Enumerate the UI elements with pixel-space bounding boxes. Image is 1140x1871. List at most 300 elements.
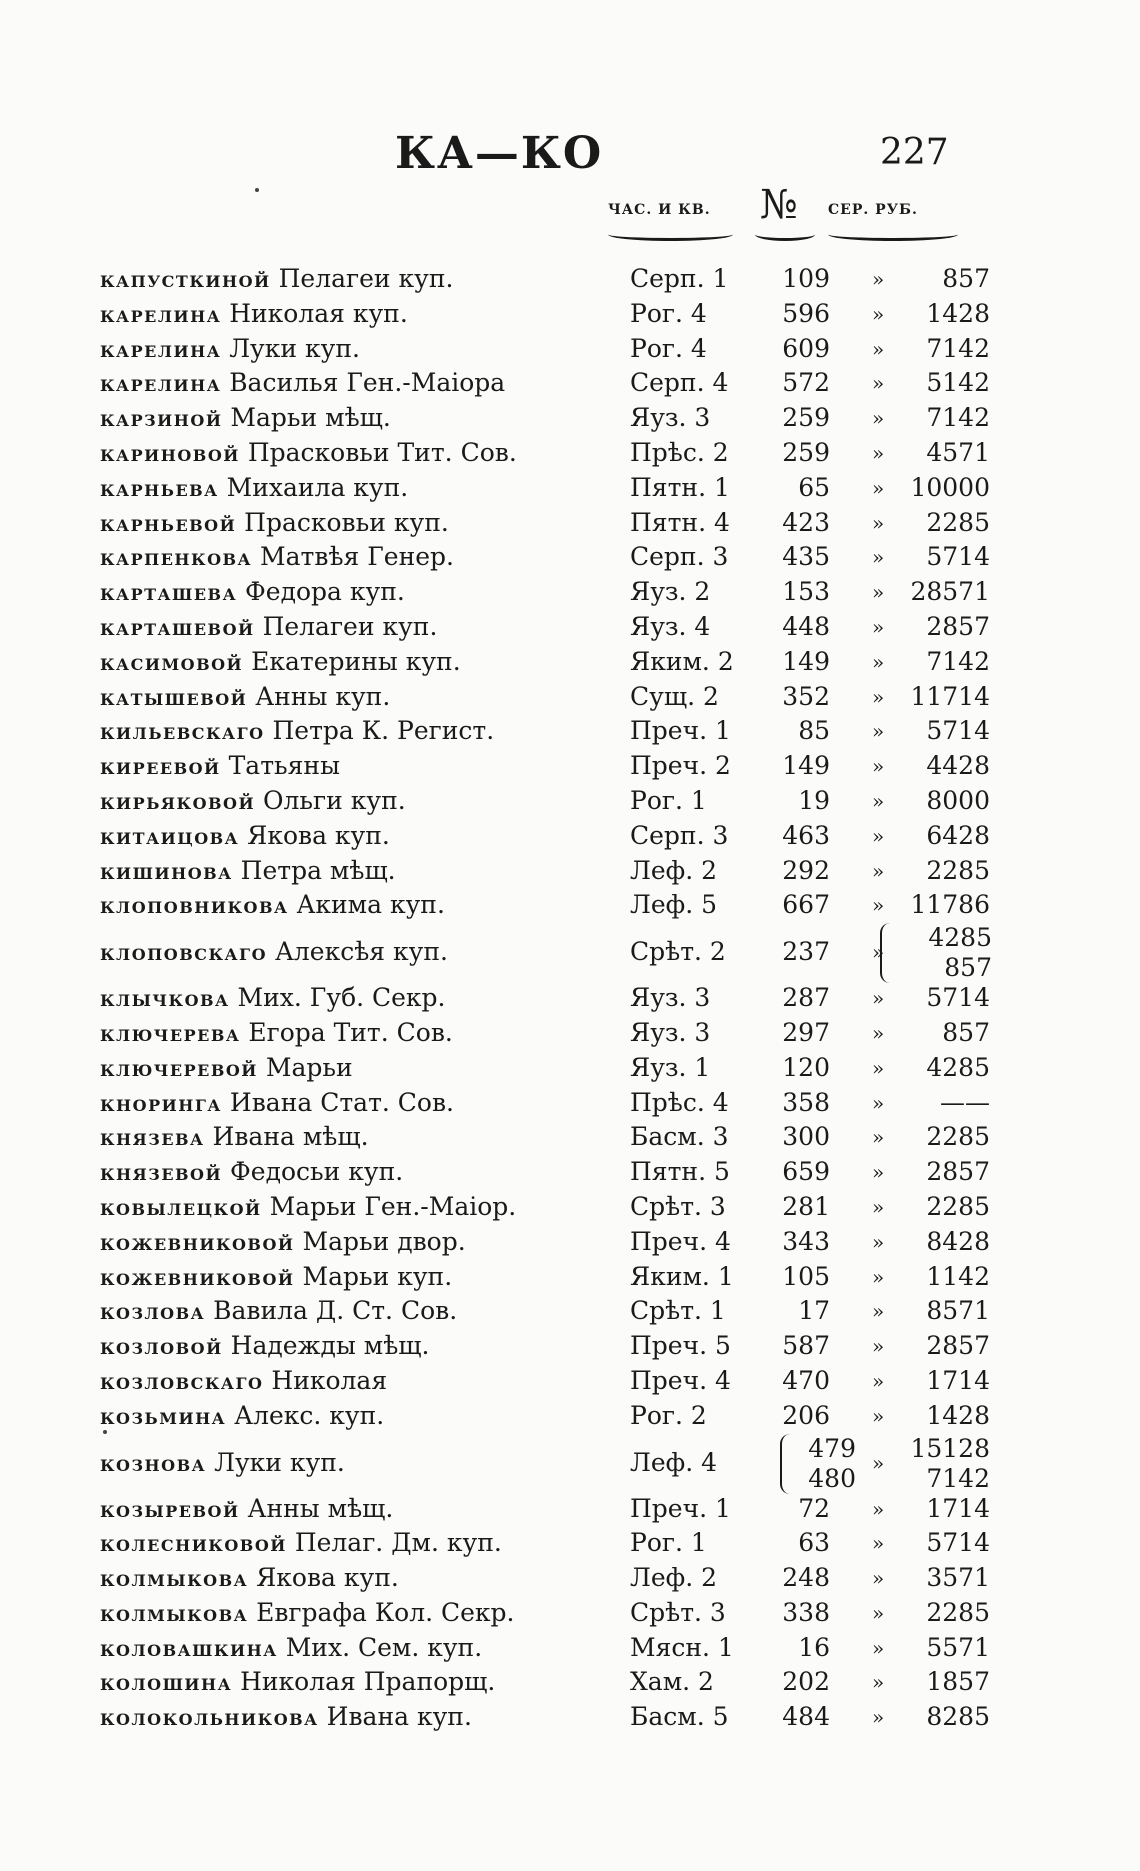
- entry-name: [100, 935, 448, 970]
- entry-group-3: [0, 1492, 1140, 1736]
- entry-name: [100, 1492, 393, 1527]
- entry-rubles-multi: [880, 1434, 990, 1494]
- entry-rubles: 2857: [926, 1157, 990, 1187]
- ditto-mark: »: [872, 1229, 885, 1254]
- ditto-mark: »: [872, 754, 885, 779]
- entry-rubles: 2285: [926, 1122, 990, 1152]
- entry-rubles: 857: [942, 264, 990, 293]
- ditto-mark: »: [872, 1264, 885, 1289]
- entry-rest: Егора Тит. Сов.: [248, 1017, 453, 1047]
- entry-row: [0, 645, 1140, 680]
- entry-rubles-2: 7142: [926, 1463, 990, 1493]
- entry-name: [100, 262, 453, 297]
- entry-part: Яуз. 1: [630, 1052, 711, 1082]
- entry-row: [0, 1260, 1140, 1295]
- entry-part: Рог. 2: [630, 1400, 707, 1430]
- entry-row: [0, 332, 1140, 367]
- entry-row: [0, 1631, 1140, 1666]
- entry-name: [100, 981, 446, 1016]
- entry-name: [100, 297, 408, 332]
- entry-row: [0, 471, 1140, 506]
- entry-surname: карньева: [100, 474, 219, 502]
- entry-part: Леф. 2: [630, 1563, 718, 1593]
- entry-name: [100, 1225, 466, 1260]
- entry-name: [100, 1120, 369, 1155]
- entry-name: [100, 401, 391, 436]
- entry-row: [0, 1120, 1140, 1155]
- entry-number: 63: [798, 1528, 830, 1558]
- entry-number-1: 479: [808, 1433, 856, 1463]
- entry-rest: Ольги куп.: [263, 785, 406, 815]
- entry-surname: кариновой: [100, 439, 240, 467]
- ditto-mark: »: [872, 1450, 885, 1475]
- entry-surname: китаицова: [100, 822, 240, 850]
- entry-rest: Ивана куп.: [326, 1702, 472, 1732]
- entry-number: 667: [782, 890, 830, 920]
- entry-number: 358: [782, 1087, 830, 1117]
- entry-number: 470: [782, 1365, 830, 1395]
- entry-rubles: 11786: [910, 890, 990, 920]
- paper-speck: [255, 188, 259, 192]
- entry-name: [100, 610, 437, 645]
- entry-number: 352: [782, 681, 830, 711]
- ditto-mark: »: [872, 301, 885, 326]
- entry-surname: карелина: [100, 370, 222, 398]
- entry-name: [100, 1364, 387, 1399]
- entry-number: 287: [782, 983, 830, 1013]
- entry-rubles-1: 4285: [928, 923, 992, 953]
- entry-surname: колокольникова: [100, 1704, 319, 1732]
- entry-surname: князева: [100, 1124, 205, 1152]
- entry-row: [0, 366, 1140, 401]
- entry-name: [100, 540, 454, 575]
- entry-name: [100, 1631, 482, 1666]
- entry-name: [100, 1260, 452, 1295]
- entry-name: [100, 784, 406, 819]
- entry-rubles: 5571: [926, 1632, 990, 1662]
- entry-surname: касимовой: [100, 648, 244, 676]
- entry-rest: Анны куп.: [255, 681, 391, 711]
- entry-name: [100, 1086, 454, 1121]
- entry-number: 463: [782, 820, 830, 850]
- entry-rest: Пелагеи куп.: [262, 611, 438, 641]
- entry-part: Яуз. 3: [630, 983, 711, 1013]
- entry-row: [0, 1190, 1140, 1225]
- entry-rest: Марьи куп.: [302, 1261, 453, 1291]
- entry-surname: киреевой: [100, 753, 221, 781]
- entry-part: Пятн. 4: [630, 507, 730, 537]
- entry-rubles: 28571: [910, 577, 990, 607]
- entry-rubles: 7142: [926, 403, 990, 433]
- entry-name: [100, 888, 445, 923]
- entry-group-1: [0, 262, 1140, 923]
- ditto-mark: »: [872, 1403, 885, 1428]
- ditto-mark: »: [872, 1090, 885, 1115]
- entry-surname: кильевскаго: [100, 718, 265, 746]
- entry-number: 300: [782, 1122, 830, 1152]
- entry-rest: Федосьи куп.: [230, 1157, 404, 1187]
- entry-rest: Луки куп.: [214, 1447, 345, 1477]
- ditto-mark: »: [872, 1160, 885, 1185]
- entry-number: 105: [782, 1261, 830, 1291]
- entry-number: 423: [782, 507, 830, 537]
- entry-number: 248: [782, 1563, 830, 1593]
- entry-surname: клычкова: [100, 985, 230, 1013]
- entry-rest: Николая куп.: [229, 298, 408, 328]
- entry-surname: кознова: [100, 1449, 207, 1477]
- entry-surname: карташевой: [100, 613, 255, 641]
- entry-number: 19: [798, 785, 830, 815]
- ditto-mark: »: [872, 1334, 885, 1359]
- entry-part: Срѣт. 3: [630, 1191, 726, 1221]
- entry-rubles: 11714: [910, 681, 990, 711]
- entry-surname: козыревой: [100, 1495, 240, 1523]
- ditto-mark: »: [872, 440, 885, 465]
- entry-part: Леф. 4: [630, 1447, 718, 1477]
- entry-list: [0, 262, 1140, 1735]
- ditto-mark: »: [872, 719, 885, 744]
- entry-number: 237: [782, 937, 830, 967]
- entry-rest: Акима куп.: [296, 890, 445, 920]
- entry-row: [0, 1492, 1140, 1527]
- entry-group-2: [0, 981, 1140, 1433]
- entry-part: Преч. 4: [630, 1365, 731, 1395]
- entry-surname: козлова: [100, 1298, 206, 1326]
- entry-number: 609: [782, 333, 830, 363]
- entry-rubles: 8571: [926, 1296, 990, 1326]
- entry-rubles: 4428: [926, 751, 990, 781]
- entry-surname: колошина: [100, 1669, 233, 1697]
- entry-rest: Марьи мѣщ.: [230, 403, 391, 433]
- entry-part: Яуз. 3: [630, 1017, 711, 1047]
- entry-rubles: 5714: [926, 716, 990, 746]
- ditto-mark: »: [872, 1670, 885, 1695]
- entry-part: Леф. 2: [630, 855, 718, 885]
- entry-row: [0, 401, 1140, 436]
- column-header-part: ЧАС. И КВ.: [608, 202, 711, 218]
- paper-speck: [103, 1430, 107, 1434]
- entry-number: 120: [782, 1052, 830, 1082]
- entry-rubles: 4571: [926, 437, 990, 467]
- entry-row: [0, 1399, 1140, 1434]
- column-brace-rubles: [828, 228, 958, 241]
- entry-surname: козловскаго: [100, 1367, 264, 1395]
- entry-name: [100, 680, 390, 715]
- entry-rest: Николая Прапорщ.: [240, 1667, 496, 1697]
- entry-surname: кожевниковой: [100, 1263, 295, 1291]
- entry-rest: Алекс. куп.: [234, 1400, 385, 1430]
- entry-part: Рог. 1: [630, 1528, 707, 1558]
- entry-name: [100, 1294, 457, 1329]
- ditto-mark: »: [872, 986, 885, 1011]
- entry-rubles: 7142: [926, 646, 990, 676]
- entry-number-multi: [780, 1434, 856, 1494]
- entry-part: Прѣс. 2: [630, 437, 729, 467]
- column-header-rubles: СЕР. РУБ.: [828, 202, 918, 218]
- ditto-mark: »: [872, 267, 885, 291]
- entry-rubles: 2285: [926, 1191, 990, 1221]
- entry-rubles: 8428: [926, 1226, 990, 1256]
- entry-number: 259: [782, 403, 830, 433]
- ditto-mark: »: [872, 1299, 885, 1324]
- entry-surname: кноринга: [100, 1089, 222, 1117]
- entry-part: Мясн. 1: [630, 1632, 734, 1662]
- entry-part: Яуз. 2: [630, 577, 711, 607]
- entry-rest: Луки куп.: [229, 333, 360, 363]
- entry-row: [0, 1016, 1140, 1051]
- ditto-mark: »: [872, 580, 885, 605]
- entry-rest: Алексѣя куп.: [274, 937, 448, 967]
- entry-part: Серп. 4: [630, 368, 729, 398]
- entry-row: [0, 854, 1140, 889]
- entry-rubles: 5714: [926, 1528, 990, 1558]
- entry-number: 16: [798, 1632, 830, 1662]
- entry-rubles-2: 857: [944, 953, 992, 983]
- page-number: 227: [880, 132, 949, 173]
- entry-rest: Ивана Стат. Сов.: [229, 1087, 454, 1117]
- entry-row: [0, 1364, 1140, 1399]
- entry-name: [100, 1155, 403, 1190]
- entry-name: [100, 1561, 399, 1596]
- ditto-mark: »: [872, 1194, 885, 1219]
- entry-number: 343: [782, 1226, 830, 1256]
- entry-rubles: 2285: [926, 507, 990, 537]
- entry-number: 72: [798, 1493, 830, 1523]
- entry-rest: Надежды мѣщ.: [230, 1331, 430, 1361]
- entry-number: 596: [782, 298, 830, 328]
- entry-part: Серп. 3: [630, 820, 729, 850]
- entry-rubles: 4285: [926, 1052, 990, 1082]
- entry-row: [0, 714, 1140, 749]
- entry-name: [100, 1446, 345, 1481]
- entry-surname: катышевой: [100, 683, 248, 711]
- entry-number: 572: [782, 368, 830, 398]
- entry-rest: Ивана мѣщ.: [212, 1122, 369, 1152]
- ditto-mark: »: [872, 1600, 885, 1625]
- entry-row: [0, 610, 1140, 645]
- entry-surname: кишинова: [100, 857, 233, 885]
- entry-part: Хам. 2: [630, 1667, 714, 1697]
- ditto-mark: »: [872, 823, 885, 848]
- entry-surname: карньевой: [100, 509, 237, 537]
- entry-part: Преч. 2: [630, 751, 731, 781]
- entry-rest: Марьи: [265, 1052, 353, 1082]
- entry-row: [0, 749, 1140, 784]
- entry-part: Басм. 5: [630, 1702, 729, 1732]
- entry-row: [0, 575, 1140, 610]
- entry-part: Пятн. 5: [630, 1157, 730, 1187]
- entry-number: 338: [782, 1597, 830, 1627]
- entry-name: [100, 1016, 453, 1051]
- entry-rubles: 2285: [926, 1597, 990, 1627]
- entry-part: Яким. 2: [630, 646, 734, 676]
- entry-rest: Пелагеи куп.: [278, 264, 454, 293]
- entry-surname: капусткиной: [100, 266, 271, 293]
- entry-name: [100, 1329, 430, 1364]
- entry-surname: колмыкова: [100, 1565, 249, 1593]
- entry-number: 587: [782, 1331, 830, 1361]
- entry-name: [100, 1700, 472, 1735]
- entry-row: [0, 540, 1140, 575]
- entry-surname: клоповскаго: [100, 939, 268, 967]
- entry-rest: Марьи двор.: [302, 1226, 466, 1256]
- entry-row: [0, 981, 1140, 1016]
- entry-number: 65: [798, 472, 830, 502]
- entry-surname: карпенкова: [100, 544, 253, 572]
- entry-rest: Татьяны: [228, 751, 340, 781]
- entry-rubles-1: 15128: [910, 1433, 990, 1463]
- entry-row: [0, 888, 1140, 923]
- entry-name: [100, 332, 360, 367]
- entry-name: [100, 1051, 353, 1086]
- entry-row: [0, 1665, 1140, 1700]
- entry-row: [0, 784, 1140, 819]
- entry-name: [100, 749, 340, 784]
- entry-number: 259: [782, 437, 830, 467]
- entry-row: [0, 262, 1140, 297]
- entry-rubles: 2285: [926, 855, 990, 885]
- entry-row: [0, 1329, 1140, 1364]
- entry-part: Срѣт. 2: [630, 937, 726, 967]
- entry-rest: Евграфа Кол. Секр.: [256, 1597, 515, 1627]
- ditto-mark: »: [872, 1368, 885, 1393]
- running-head: КА—КО: [395, 128, 604, 179]
- entry-rest: Петра мѣщ.: [240, 855, 396, 885]
- entry-rubles: 857: [942, 1017, 990, 1047]
- ditto-mark: »: [872, 545, 885, 570]
- entry-row: [0, 1086, 1140, 1121]
- ditto-mark: »: [872, 336, 885, 361]
- entry-surname: карташева: [100, 579, 238, 607]
- ditto-mark: »: [872, 510, 885, 535]
- entry-surname: карелина: [100, 335, 222, 363]
- entry-number: 149: [782, 646, 830, 676]
- ditto-mark: »: [872, 649, 885, 674]
- entry-part: Сущ. 2: [630, 681, 719, 711]
- entry-row: [0, 1294, 1140, 1329]
- ditto-mark: »: [872, 1635, 885, 1660]
- entry-surname: князевой: [100, 1159, 223, 1187]
- entry-rest: Мих. Губ. Секр.: [237, 983, 446, 1013]
- column-brace-number: [755, 228, 815, 241]
- entry-surname: ковылецкой: [100, 1193, 262, 1221]
- entry-rest: Михаила куп.: [226, 472, 409, 502]
- entry-rubles: 8000: [926, 785, 990, 815]
- entry-name: [100, 819, 390, 854]
- entry-part: Леф. 5: [630, 890, 718, 920]
- entry-surname: карзиной: [100, 405, 223, 433]
- entry-rest: Вавила Д. Ст. Сов.: [213, 1296, 458, 1326]
- entry-name: [100, 575, 405, 610]
- entry-rubles-multi: [880, 923, 992, 983]
- entry-rest: Якова куп.: [247, 820, 390, 850]
- entry-row: [0, 1225, 1140, 1260]
- entry-row: [0, 680, 1140, 715]
- ditto-mark: »: [872, 684, 885, 709]
- entry-number: 297: [782, 1017, 830, 1047]
- entry-part: Пятн. 1: [630, 472, 730, 502]
- ditto-mark: »: [872, 1496, 885, 1521]
- ditto-mark: »: [872, 475, 885, 500]
- entry-rest: Федора куп.: [245, 577, 405, 607]
- ditto-mark: »: [872, 1531, 885, 1556]
- entry-rubles: 5714: [926, 983, 990, 1013]
- entry-part: Преч. 5: [630, 1331, 731, 1361]
- entry-rest: Василья Ген.-Маіора: [229, 368, 506, 398]
- entry-part: Серп. 1: [630, 264, 729, 293]
- entry-row-kloposkago: [0, 923, 1140, 981]
- entry-rubles: 2857: [926, 611, 990, 641]
- entry-row: [0, 506, 1140, 541]
- entry-name: [100, 1596, 515, 1631]
- entry-part: Срѣт. 3: [630, 1597, 726, 1627]
- entry-row: [0, 1596, 1140, 1631]
- ditto-mark: »: [872, 858, 885, 883]
- ditto-mark: »: [872, 940, 885, 965]
- entry-part: Яуз. 4: [630, 611, 711, 641]
- ditto-mark: »: [872, 614, 885, 639]
- entry-rest: Прасковьи куп.: [244, 507, 449, 537]
- entry-rubles: 3571: [926, 1563, 990, 1593]
- entry-rest: Якова куп.: [256, 1563, 399, 1593]
- entry-number: 448: [782, 611, 830, 641]
- entry-name: [100, 471, 408, 506]
- ditto-mark: »: [872, 1020, 885, 1045]
- entry-part: Рог. 1: [630, 785, 707, 815]
- entry-rubles: 2857: [926, 1331, 990, 1361]
- entry-rest: Пелаг. Дм. куп.: [294, 1528, 502, 1558]
- entry-row: [0, 819, 1140, 854]
- entry-rubles: 1714: [926, 1365, 990, 1395]
- entry-rubles: 6428: [926, 820, 990, 850]
- entry-name: [100, 1399, 384, 1434]
- entry-rubles: 7142: [926, 333, 990, 363]
- entry-number: 153: [782, 577, 830, 607]
- entry-surname: козловой: [100, 1333, 223, 1361]
- entry-part: Яким. 1: [630, 1261, 734, 1291]
- entry-name: [100, 714, 494, 749]
- ditto-mark: »: [872, 788, 885, 813]
- entry-part: Срѣт. 1: [630, 1296, 726, 1326]
- entry-rest: Екатерины куп.: [251, 646, 461, 676]
- ditto-mark: »: [872, 371, 885, 396]
- ditto-mark: »: [872, 1125, 885, 1150]
- ditto-mark: »: [872, 406, 885, 431]
- entry-number: 659: [782, 1157, 830, 1187]
- entry-row-koznova: [0, 1434, 1140, 1492]
- entry-part: Басм. 3: [630, 1122, 729, 1152]
- entry-part: Преч. 1: [630, 716, 731, 746]
- entry-rubles: 5142: [926, 368, 990, 398]
- entry-name: [100, 645, 461, 680]
- entry-row: [0, 1526, 1140, 1561]
- entry-rest: Николая: [271, 1365, 388, 1395]
- entry-part: Яуз. 3: [630, 403, 711, 433]
- entry-row: [0, 297, 1140, 332]
- entry-rest: Анны мѣщ.: [247, 1493, 394, 1523]
- column-header-number: №: [760, 182, 799, 228]
- column-brace-part: [608, 228, 733, 241]
- entry-surname: козьмина: [100, 1402, 227, 1430]
- entry-number: 435: [782, 542, 830, 572]
- entry-number: 206: [782, 1400, 830, 1430]
- entry-rubles: 1142: [926, 1261, 990, 1291]
- entry-part: Преч. 1: [630, 1493, 731, 1523]
- entry-rubles: 1857: [926, 1667, 990, 1697]
- entry-rest: Матвѣя Генер.: [260, 542, 455, 572]
- entry-row: [0, 1700, 1140, 1735]
- entry-number: 281: [782, 1191, 830, 1221]
